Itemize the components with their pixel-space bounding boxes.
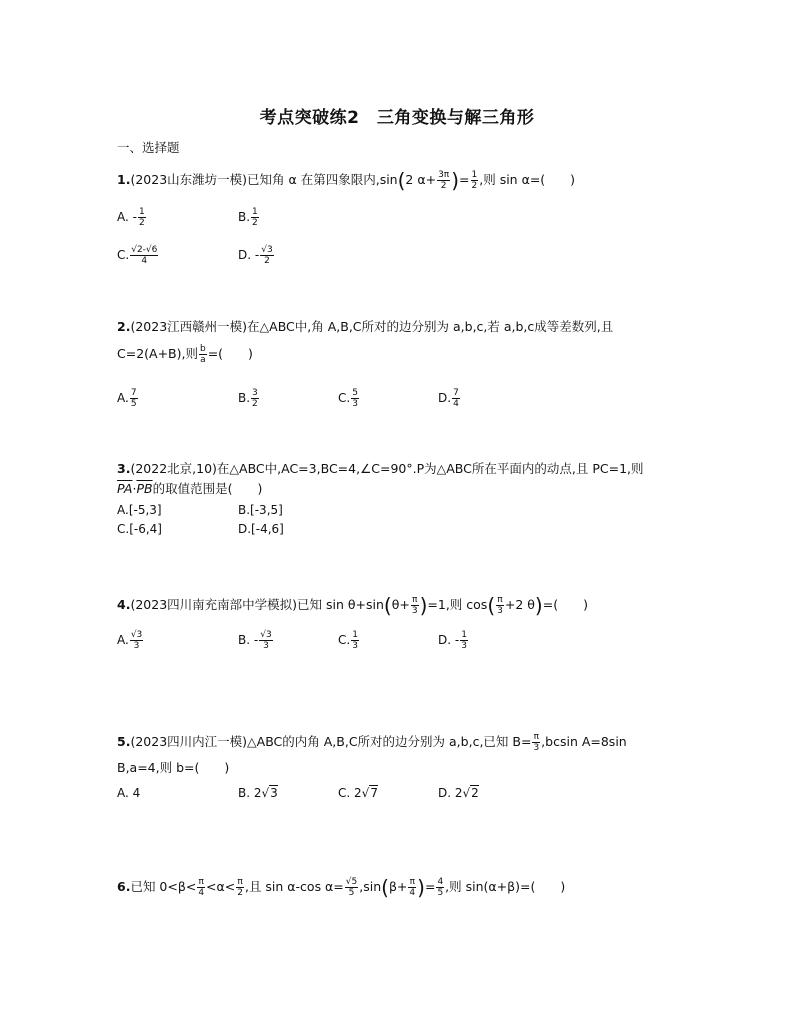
fraction: $\frac{√5}{5}$ bbox=[345, 877, 358, 898]
question-text: 在△ABC中,角 A,B,C所对的边分别为 a,b,c,若 a,b,c成等差数列,且 bbox=[247, 319, 614, 334]
question-number: 6. bbox=[117, 879, 131, 894]
question-1: 1.(2023山东潍坊一模)已知角 α 在第四象限内,sin(2 α+ $\frac{3\pi}{2}$ )= $\frac{1}{2}$ ,则 sin α=( ) bbox=[117, 168, 576, 193]
question-2 bbox=[117, 318, 613, 336]
question-text: 在△ABC中,AC=3,BC=4,∠C=90°.P为△ABC所在平面内的动点,且 PC=1,则 bbox=[216, 461, 644, 476]
question-number: 3. bbox=[117, 461, 131, 476]
question-text: △ABC的内角 A,B,C所对的边分别为 a,b,c,已知 B= bbox=[247, 734, 532, 749]
page-title: 考点突破练2 三角变换与解三角形 bbox=[259, 108, 535, 128]
option-a[interactable]: A.[-5,3] bbox=[117, 503, 162, 517]
option-b[interactable]: B. - $\frac{√3}{3}$ bbox=[238, 630, 272, 651]
option-c[interactable]: C. $\frac{√2-√6}{4}$ bbox=[117, 245, 158, 266]
question-source: (2022北京,10) bbox=[130, 461, 217, 476]
option-b[interactable]: B. $\frac{3}{2}$ bbox=[238, 388, 258, 409]
option-c[interactable]: C.[-6,4] bbox=[117, 522, 162, 536]
vector-pb: $\overline{PB}$ bbox=[136, 481, 153, 496]
question-2-line-2: C=2(A+B),则 $\frac{b}{a}$ =( ) bbox=[117, 344, 253, 365]
option-c[interactable]: C. 2√7 bbox=[338, 786, 378, 800]
option-d[interactable]: D. - $\frac{√3}{2}$ bbox=[238, 245, 273, 266]
option-a[interactable]: A. $\frac{7}{5}$ bbox=[117, 388, 137, 409]
question-number: 1. bbox=[117, 172, 131, 187]
question-5: 5.(2023四川内江一模)△ABC的内角 A,B,C所对的边分别为 a,b,c,已知 B= $\frac{\pi}{3}$ ,bcsin A=8sin bbox=[117, 732, 627, 753]
question-source: (2023江西赣州一模) bbox=[130, 319, 248, 334]
question-source: (2023四川南充南部中学模拟) bbox=[130, 597, 298, 612]
option-a[interactable]: A. $\frac{√3}{3}$ bbox=[117, 630, 143, 651]
question-3 bbox=[117, 460, 644, 478]
option-a[interactable]: A. - $\frac{1}{2}$ bbox=[117, 207, 145, 228]
option-d[interactable]: D.[-4,6] bbox=[238, 522, 284, 536]
question-number: 4. bbox=[117, 597, 131, 612]
question-text: 已知 0<β< bbox=[130, 879, 197, 894]
section-heading: 一、选择题 bbox=[117, 140, 180, 155]
vector-pa: $\overline{PA}$ bbox=[117, 481, 133, 496]
question-source: (2023山东潍坊一模) bbox=[130, 172, 248, 187]
fraction: $\frac{\pi}{2}$ bbox=[237, 877, 243, 898]
fraction: $\frac{\pi}{4}$ bbox=[409, 877, 416, 898]
option-d[interactable]: D. - $\frac{1}{3}$ bbox=[438, 630, 467, 651]
fraction: $\frac{b}{a}$ bbox=[199, 344, 206, 365]
option-c[interactable]: C. $\frac{1}{3}$ bbox=[338, 630, 358, 651]
question-6: 6.已知 0<β< $\frac{\pi}{4}$ <α< $\frac{\pi}{2}$ ,且 sin α-cos α= $\frac{√5}{5}$ ,sin(β+ $\frac{\pi}{4}$ )= $\frac{4}{5}$ ,则 sin(α+β)=( ) bbox=[117, 875, 566, 900]
question-5-line-2: B,a=4,则 b=( ) bbox=[117, 760, 230, 775]
option-d[interactable]: D. $\frac{7}{4}$ bbox=[438, 388, 459, 409]
question-source: (2023四川内江一模) bbox=[130, 734, 248, 749]
question-text: 已知角 α 在第四象限内,sin bbox=[247, 172, 398, 187]
question-number: 2. bbox=[117, 319, 131, 334]
option-d[interactable]: D. 2√2 bbox=[438, 786, 479, 800]
fraction: $\frac{\pi}{3}$ bbox=[497, 595, 503, 616]
fraction: $\frac{4}{5}$ bbox=[437, 877, 444, 898]
option-b[interactable]: B.[-3,5] bbox=[238, 503, 283, 517]
question-4: 4.(2023四川南充南部中学模拟)已知 sin θ+sin(θ+ $\frac{\pi}{3}$ )=1,则 cos( $\frac{\pi}{3}$ +2 θ)=( ) bbox=[117, 593, 588, 618]
question-text: 已知 sin θ+sin bbox=[297, 597, 384, 612]
fraction: $\frac{3\pi}{2}$ bbox=[438, 170, 450, 191]
question-3-line-2: $\overline{PA}\cdot\overline{PB}$的取值范围是( ) bbox=[117, 481, 263, 496]
fraction: $\frac{\pi}{4}$ bbox=[198, 877, 205, 898]
fraction: $\frac{\pi}{3}$ bbox=[533, 732, 540, 753]
question-number: 5. bbox=[117, 734, 131, 749]
option-a[interactable]: A. 4 bbox=[117, 786, 141, 800]
option-b[interactable]: B. 2√3 bbox=[238, 786, 278, 800]
option-b[interactable]: B. $\frac{1}{2}$ bbox=[238, 207, 258, 228]
option-c[interactable]: C. $\frac{5}{3}$ bbox=[338, 388, 358, 409]
fraction: $\frac{\pi}{3}$ bbox=[411, 595, 418, 616]
fraction: $\frac{1}{2}$ bbox=[471, 170, 478, 191]
